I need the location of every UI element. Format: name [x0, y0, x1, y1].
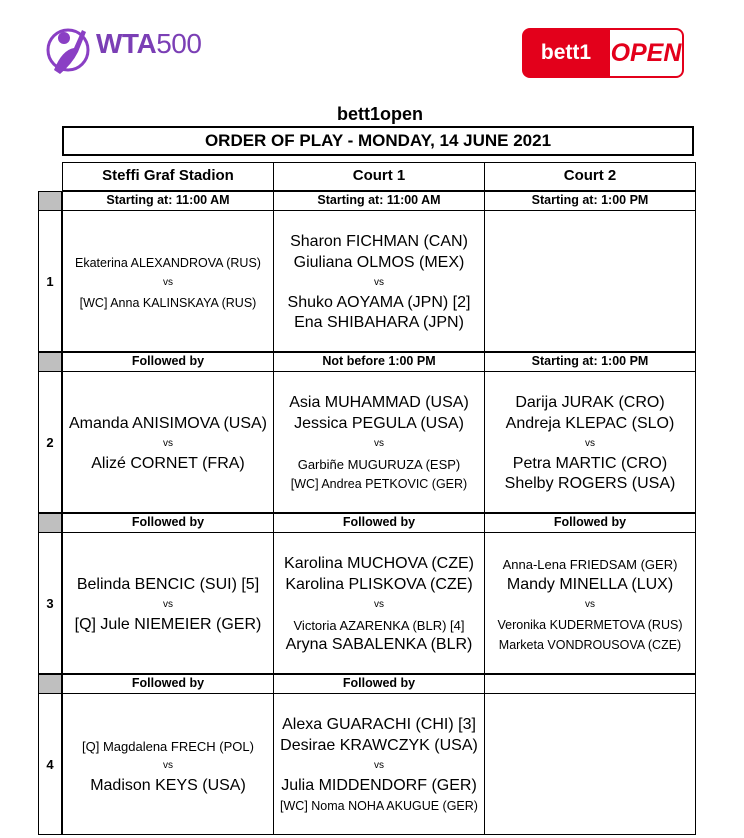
player-name: [WC] Anna KALINSKAYA (RUS): [79, 295, 257, 310]
versus-label: vs: [163, 277, 173, 288]
player-name: Alexa GUARACHI (CHI) [3]: [282, 716, 476, 733]
player-name: Karolina PLISKOVA (CZE): [285, 576, 473, 593]
start-time-label: Followed by: [273, 513, 485, 533]
match-cell: [62, 532, 274, 674]
tournament-title: bett1open: [336, 104, 423, 124]
versus-label: vs: [374, 277, 384, 288]
versus-label: vs: [374, 599, 384, 610]
row-start-marker: [38, 352, 62, 372]
match-cell: [273, 693, 485, 835]
court-header-court1: Court 1: [273, 162, 485, 191]
match-cell: [273, 210, 485, 352]
player-name: Petra MARTIC (CRO): [512, 455, 668, 472]
wta500-logo: [44, 20, 214, 80]
match-cell: [273, 371, 485, 513]
player-name: Belinda BENCIC (SUI) [5]: [76, 576, 260, 593]
player-name: Amanda ANISIMOVA (USA): [69, 415, 267, 432]
player-name: Sharon FICHMAN (CAN): [290, 233, 468, 250]
row-number: 4: [38, 693, 62, 835]
match-cell: [62, 210, 274, 352]
match-cell: [484, 693, 696, 835]
player-name: Darija JURAK (CRO): [515, 394, 665, 411]
player-name: Shuko AOYAMA (JPN) [2]: [287, 294, 471, 311]
start-time-label: Starting at: 11:00 AM: [62, 191, 274, 211]
match-cell: [62, 693, 274, 835]
match-cell: [273, 532, 485, 674]
player-name: Garbiñe MUGURUZA (ESP): [297, 456, 461, 472]
start-time-label: Starting at: 11:00 AM: [273, 191, 485, 211]
player-name: Madison KEYS (USA): [90, 777, 246, 794]
start-time-label: Followed by: [62, 352, 274, 372]
player-name: Ena SHIBAHARA (JPN): [294, 314, 464, 331]
player-name: Marketa VONDROUSOVA (CZE): [498, 637, 682, 652]
player-name: Jessica PEGULA (USA): [294, 415, 464, 432]
wta-brand: WTA: [96, 28, 157, 59]
player-name: Asia MUHAMMAD (USA): [289, 394, 469, 411]
start-time-label: Followed by: [273, 674, 485, 694]
row-number: 1: [38, 210, 62, 352]
player-name: Julia MIDDENDORF (GER): [281, 777, 477, 794]
player-name: Alizé CORNET (FRA): [91, 455, 245, 472]
sponsor-bett1: bett1: [522, 28, 610, 78]
versus-label: vs: [374, 760, 384, 771]
order-of-play-title: ORDER OF PLAY - MONDAY, 14 JUNE 2021: [62, 126, 694, 156]
bett1open-logo: [522, 28, 684, 78]
match-cell: [484, 210, 696, 352]
player-name: Karolina MUCHOVA (CZE): [284, 555, 474, 572]
player-name: Anna-Lena FRIEDSAM (GER): [502, 556, 678, 572]
court-header-court2: Court 2: [484, 162, 696, 191]
sponsor-open: OPEN: [610, 28, 684, 78]
versus-label: vs: [163, 438, 173, 449]
row-number: 3: [38, 532, 62, 674]
start-time-label: Followed by: [62, 674, 274, 694]
player-name: Shelby ROGERS (USA): [504, 475, 676, 492]
player-name: [WC] Noma NOHA AKUGUE (GER): [280, 798, 478, 813]
wta-level: 500: [156, 28, 202, 59]
versus-label: vs: [585, 599, 595, 610]
versus-label: vs: [585, 438, 595, 449]
start-time-label: Not before 1:00 PM: [273, 352, 485, 372]
match-cell: [484, 371, 696, 513]
row-start-marker: [38, 674, 62, 694]
start-time-label: Starting at: 1:00 PM: [484, 352, 696, 372]
player-name: Andreja KLEPAC (SLO): [505, 415, 675, 432]
player-name: Desirae KRAWCZYK (USA): [280, 737, 478, 754]
court-header-stadium: Steffi Graf Stadion: [62, 162, 274, 191]
match-cell: [484, 532, 696, 674]
start-time-label: Followed by: [62, 513, 274, 533]
versus-label: vs: [374, 438, 384, 449]
player-name: [WC] Andrea PETKOVIC (GER): [290, 476, 468, 491]
player-name: Ekaterina ALEXANDROVA (RUS): [75, 255, 261, 270]
player-name: Mandy MINELLA (LUX): [506, 576, 674, 593]
start-time-label: [484, 674, 696, 694]
player-name: Victoria AZARENKA (BLR) [4]: [293, 617, 465, 633]
start-time-label: Followed by: [484, 513, 696, 533]
player-name: Veronika KUDERMETOVA (RUS): [497, 617, 683, 632]
start-time-label: Starting at: 1:00 PM: [484, 191, 696, 211]
row-start-marker: [38, 513, 62, 533]
wta-player-icon: [44, 20, 94, 80]
row-start-marker: [38, 191, 62, 211]
player-name: [Q] Magdalena FRECH (POL): [82, 738, 254, 754]
row-number: 2: [38, 371, 62, 513]
player-name: Giuliana OLMOS (MEX): [293, 254, 465, 271]
versus-label: vs: [163, 599, 173, 610]
player-name: Aryna SABALENKA (BLR): [285, 636, 473, 653]
player-name: [Q] Jule NIEMEIER (GER): [74, 616, 262, 633]
versus-label: vs: [163, 760, 173, 771]
match-cell: [62, 371, 274, 513]
